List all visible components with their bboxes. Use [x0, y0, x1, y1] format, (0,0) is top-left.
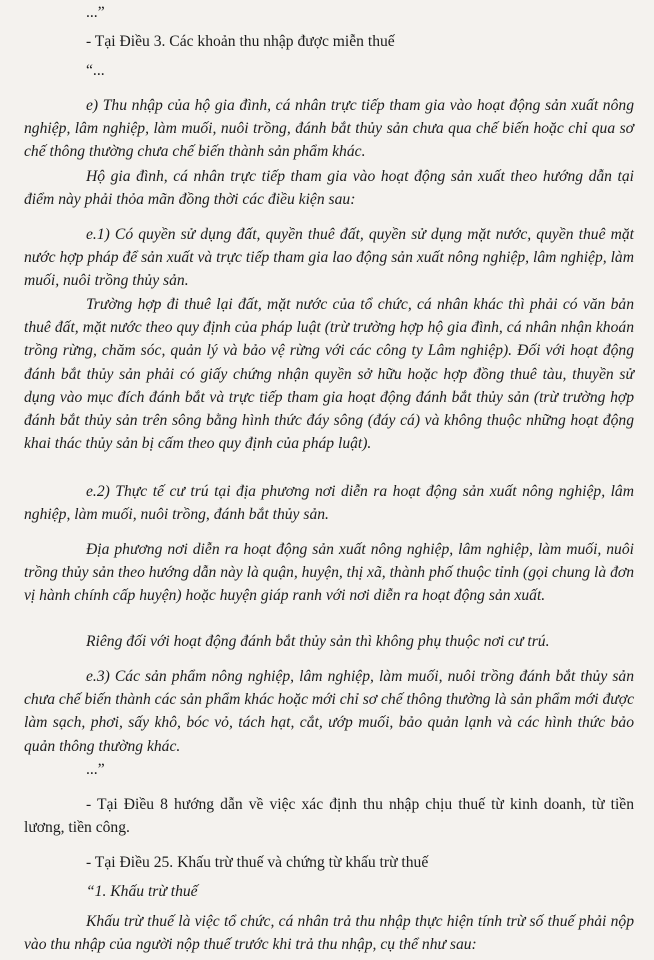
deduction-definition: Khấu trừ thuế là việc tổ chức, cá nhân trả thu nhập thực hiện tính trừ số thuế phải nộp vào thu nhập của người nộp thuế trước khi trả thu nhập, cụ thể như sau: — [24, 913, 634, 954]
paragraph-e1: e.1) Có quyền sử dụng đất, quyền thuê đất, quyền sử dụng mặt nước, quyền thuê mặt nước hợp pháp để sản xuất và trực tiếp tham gia lao động sản xuất nông nghiệp, lâm nghiệp, làm muối, nuôi trồng thủy sản. — [24, 226, 634, 290]
deduction-heading: “1. Khấu trừ thuế — [86, 883, 198, 900]
paragraph-e2: e.2) Thực tế cư trú tại địa phương nơi diễn ra hoạt động sản xuất nông nghiệp, lâm nghiệp, làm muối, nuôi trồng, đánh bắt thủy sản. — [24, 483, 634, 524]
paragraph-fishing-exception: Riêng đối với hoạt động đánh bắt thủy sản thì không phụ thuộc nơi cư trú. — [86, 633, 550, 650]
paragraph-conditions: Hộ gia đình, cá nhân trực tiếp tham gia vào hoạt động sản xuất theo hướng dẫn tại điểm này phải thỏa mãn đồng thời các điều kiện sau: — [24, 168, 634, 209]
article-8-paragraph: - Tại Điều 8 hướng dẫn về việc xác định thu nhập chịu thuế từ kinh doanh, từ tiền lương, tiền công. — [24, 796, 634, 837]
paragraph-locality: Địa phương nơi diễn ra hoạt động sản xuất nông nghiệp, lâm nghiệp, làm muối, nuôi trồng thủy sản theo hướng dẫn này là quận, huyện, thị xã, thành phố thuộc tỉnh (gọi chung là đơn vị hành chính cấp huyện) hoặc huyện giáp ranh với nơi diễn ra hoạt động sản xuất. — [24, 541, 634, 605]
paragraph-lease: Trường hợp đi thuê lại đất, mặt nước của tổ chức, cá nhân khác thì phải có văn bản thuê đất, mặt nước theo quy định của pháp luật (trừ trường hợp hộ gia đình, cá nhân nhận khoán trồng rừng, chăm sóc, quản lý và bảo vệ rừng với các công ty Lâm nghiệp). Đối với hoạt động đánh bắt thủy sản phải có giấy chứng nhận quyền sở hữu hoặc hợp đồng thuê tàu, thuyền sử dụng vào mục đích đánh bắt và trực tiếp tham gia hoạt động đánh bắt thủy sản (trừ trường hợp đánh bắt thủy sản trên sông bằng hình thức đáy sông (đáy cá) và không thuộc những hoạt động khai thác thủy sản bị cấm theo quy định của pháp luật). — [24, 296, 634, 453]
article-3-heading: - Tại Điều 3. Các khoản thu nhập được miễn thuế — [86, 33, 395, 50]
closing-quote-ellipsis: ...” — [86, 4, 105, 21]
paragraph-e: e) Thu nhập của hộ gia đình, cá nhân trực tiếp tham gia vào hoạt động sản xuất nông nghiệp, lâm nghiệp, làm muối, nuôi trồng, đánh bắt thủy sản chưa qua chế biến hoặc chỉ qua sơ chế thông thường chưa chế biến thành sản phẩm khác. — [24, 97, 634, 161]
opening-quote-ellipsis: “... — [86, 62, 105, 79]
closing-quote-ellipsis-2: ...” — [86, 761, 105, 778]
article-25-heading: - Tại Điều 25. Khấu trừ thuế và chứng từ khấu trừ thuế — [86, 854, 429, 871]
paragraph-e3: e.3) Các sản phẩm nông nghiệp, lâm nghiệp, làm muối, nuôi trồng đánh bắt thủy sản chưa chế biến thành các sản phẩm khác hoặc mới chỉ sơ chế thông thường là sản phẩm mới được làm sạch, phơi, sấy khô, bóc vỏ, tách hạt, cắt, ướp muối, bảo quản lạnh và các hình thức bảo quản thông thường khác. — [24, 668, 634, 755]
